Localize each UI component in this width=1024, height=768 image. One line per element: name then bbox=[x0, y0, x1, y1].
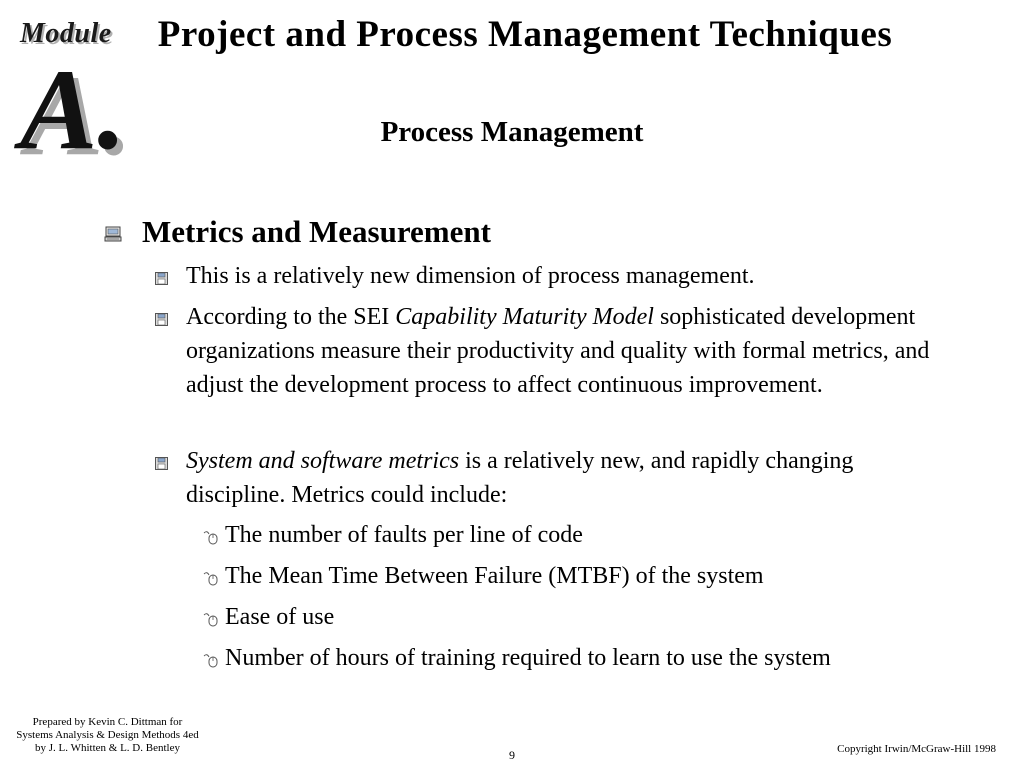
mouse-icon bbox=[203, 572, 219, 591]
bullet-text bbox=[186, 444, 956, 512]
page-number: 9 bbox=[509, 748, 515, 762]
floppy-disk-icon bbox=[155, 272, 168, 290]
sub-list-item bbox=[203, 641, 985, 675]
sub-list-item bbox=[203, 518, 985, 552]
cmm-term: Capability Maturity Model bbox=[395, 304, 654, 330]
metrics-term: System and software metrics bbox=[186, 448, 460, 474]
sub-list-item bbox=[203, 600, 985, 634]
floppy-disk-icon bbox=[155, 313, 168, 331]
list-item bbox=[155, 300, 956, 402]
logo-letter: A. bbox=[20, 46, 127, 174]
mouse-icon bbox=[203, 531, 219, 550]
slide-subtitle: Process Management bbox=[380, 116, 644, 148]
sub-bullet-text: Number of hours of training required to learn to use the system bbox=[225, 645, 831, 671]
copyright: Copyright Irwin/McGraw-Hill 1998 bbox=[837, 743, 996, 755]
footer-credit-line: by J. L. Whitten & L. D. Bentley bbox=[35, 742, 180, 754]
list-item bbox=[155, 444, 956, 512]
sub-bullet-text: The Mean Time Between Failure (MTBF) of the system bbox=[225, 563, 764, 589]
bullet-text bbox=[186, 259, 956, 293]
computer-icon bbox=[104, 226, 122, 247]
footer-credits bbox=[0, 716, 215, 755]
floppy-disk-icon bbox=[155, 457, 168, 475]
sub-bullet-text: Ease of use bbox=[225, 604, 335, 630]
slide-title: Project and Process Management Techniques bbox=[157, 14, 893, 55]
sub-list-item bbox=[203, 559, 985, 593]
main-bullet bbox=[104, 212, 491, 252]
sub-bullet-text: The number of faults per line of code bbox=[225, 522, 583, 548]
mouse-icon bbox=[203, 654, 219, 673]
list-item bbox=[155, 259, 956, 293]
footer-credit-line: Prepared by Kevin C. Dittman for bbox=[32, 716, 183, 728]
bullet-text-part: According to the SEI bbox=[186, 304, 396, 330]
bullet-text-part: This is a relatively new dimension of process management. bbox=[186, 263, 755, 289]
bullet-text-part: is a relatively new, and rapidly changing discipline. Metrics could include: bbox=[186, 448, 854, 508]
main-heading: Metrics and Measurement bbox=[142, 214, 491, 249]
bullet-text bbox=[186, 300, 956, 402]
bullet-text-part: sophisticated development organizations measure their productivity and quality with formal metrics, and adjust the development process to affect continuous improvement. bbox=[186, 304, 930, 398]
logo-module-text: Module bbox=[20, 18, 112, 49]
mouse-icon bbox=[203, 613, 219, 632]
footer-credit-line: Systems Analysis & Design Methods 4ed bbox=[16, 729, 199, 741]
